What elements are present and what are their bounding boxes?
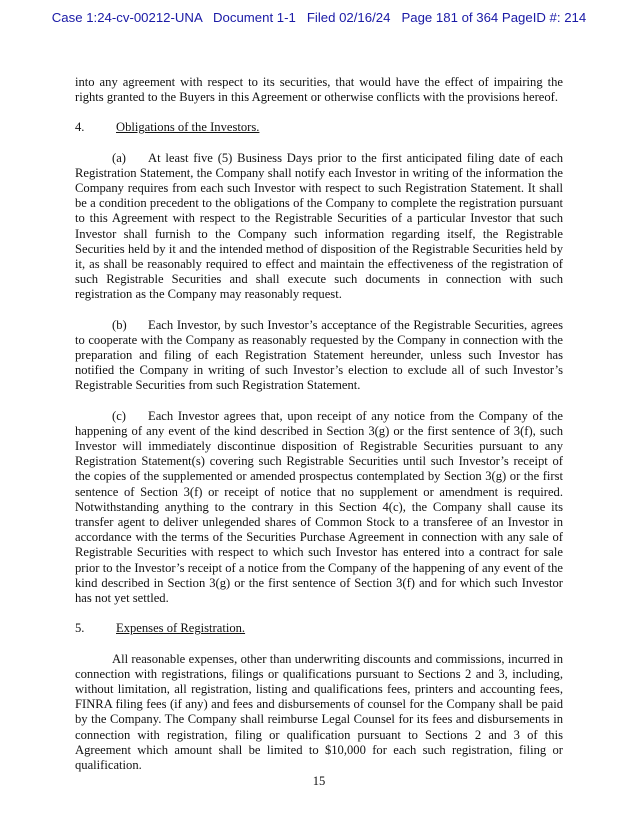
- paragraph-4a: [75, 151, 563, 303]
- court-filing-header: [0, 10, 638, 25]
- paragraph-text: Each Investor agrees that, upon receipt of any notice from the Company of the happening of any event of the kind described in Section 3(g) or the first sentence of 3(f), such Investor will immediately discontinue disposition of Registrable Securities pursuant to any Registration Statement(s) covering such Registrable Securities until such Investor’s receipt of the copies of the supplemented or amended prospectus contemplated by Section 3(g) or the first sentence of Section 3(f) or receipt of notice that no supplement or amendment is required. Notwithstanding anything to the contrary in this Section 4(c), the Company shall cause its transfer agent to deliver unlegended shares of Common Stock to a transferee of an Investor in accordance with the terms of the Securities Purchase Agreement in connection with any sale of Registrable Securities with respect to which such Investor has entered into a contract for sale prior to the Investor’s receipt of a notice from the Company of the happening of any event of the kind described in Section 3(g) or the first sentence of Section 3(f) and for which such Investor has not yet settled.: [75, 408, 563, 606]
- paragraph-text: Each Investor, by such Investor’s acceptance of the Registrable Securities, agrees to cooperate with the Company as reasonably requested by the Company in connection with the preparation and filing of each Registration Statement hereunder, unless such Investor has notified the Company in writing of such Investor’s election to exclude all of such Investor’s Registrable Securities from such Registration Statement.: [75, 317, 563, 393]
- intro-paragraph: into any agreement with respect to its securities, that would have the effect of impairing the rights granted to the Buyers in this Agreement or otherwise conflicts with the provisions hereof.: [75, 75, 563, 105]
- paragraph-4c: [75, 409, 563, 607]
- paragraph-label: (a): [112, 150, 126, 165]
- section-title: Obligations of the Investors.: [116, 120, 260, 135]
- paragraph-text: At least five (5) Business Days prior to the first anticipated filing date of each Registration Statement, the Company shall notify each Investor in writing of the information the Company requires from each such Investor with respect to such Registration Statement. It shall be a condition precedent to the obligations of the Company to complete the registration pursuant to this Agreement with respect to the Registrable Securities of a particular Investor that such Investor shall furnish to the Company such information regarding itself, the Registrable Securities held by it and the intended method of disposition of the Registrable Securities held by it, as shall be reasonably required to effect and maintain the effectiveness of the registration of such Registrable Securities and shall execute such documents in connection with such registration as the Company may reasonably request.: [75, 150, 563, 302]
- page-id: PageID #: 214: [501, 10, 587, 25]
- section-title: Expenses of Registration.: [116, 621, 246, 636]
- document-number: Document 1-1: [213, 10, 296, 25]
- section-number: 5.: [75, 621, 85, 636]
- paragraph-4b: [75, 318, 563, 394]
- section-4-heading: [75, 120, 563, 135]
- page-count: Page 181 of 364: [401, 10, 499, 25]
- section-number: 4.: [75, 120, 85, 135]
- page-number: 15: [312, 774, 326, 788]
- paragraph-label: (c): [112, 408, 126, 423]
- section-5-heading: [75, 621, 563, 636]
- paragraph-5: All reasonable expenses, other than underwriting discounts and commissions, incurred in connection with registrations, filings or qualifications pursuant to Sections 2 and 3, including, without limitation, all registration, listing and qualifications fees, printers and accounting fees, FINRA filing fees (if any) and fees and disbursements of counsel for the Company shall be paid by the Company. The Company shall reimburse Legal Counsel for its fees and disbursements in connection with registration, filing or qualification pursuant to Sections 2 and 3 of this Agreement which amount shall be limited to $10,000 for each such registration, filing or qualification.: [75, 651, 563, 772]
- paragraph-label: (b): [112, 317, 127, 332]
- filed-date: Filed 02/16/24: [306, 10, 391, 25]
- document-body: [75, 75, 563, 788]
- case-number: Case 1:24-cv-00212-UNA: [51, 10, 203, 25]
